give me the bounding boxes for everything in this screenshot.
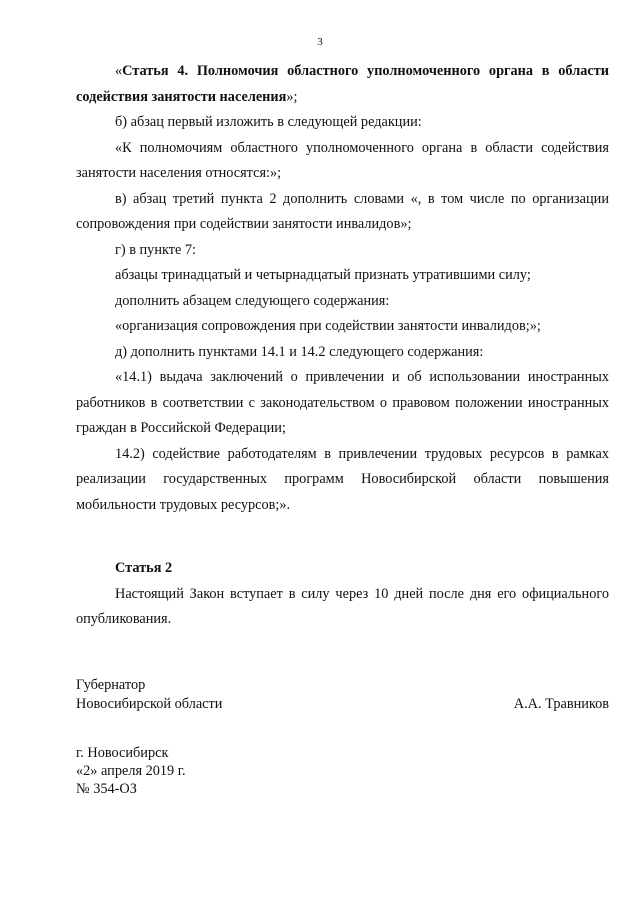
footer-number: № 354-ОЗ: [76, 781, 137, 797]
paragraph-v: в) абзац третий пункта 2 дополнить словами «, в том числе по организации сопровождения при содействии занятости инвалидов»;: [76, 190, 609, 232]
open-quote: «: [115, 63, 123, 79]
article2-text: Настоящий Закон вступает в силу через 10 дней после дня его официального опубликования.: [76, 585, 609, 627]
document-body: [76, 59, 609, 633]
paragraph-d: д) дополнить пунктами 14.1 и 14.2 следующего содержания:: [115, 343, 484, 360]
page-number: 3: [317, 36, 323, 48]
footer-city: г. Новосибирск: [76, 745, 169, 761]
paragraph-article4-heading: [76, 59, 609, 110]
signature-block: [76, 676, 609, 714]
paragraph-14-2: 14.2) содействие работодателям в привлечении трудовых ресурсов в рамках реализации государственных программ Новосибирской области повышения мобильности трудовых ресурсов;».: [76, 445, 609, 513]
footer-date: «2» апреля 2019 г.: [76, 763, 186, 779]
paragraph-b: б) абзац первый изложить в следующей редакции:: [115, 114, 422, 130]
paragraph-b-quote: «К полномочиям областного уполномоченного органа в области содействия занятости населения относятся:»;: [76, 139, 609, 181]
paragraph-g-add: дополнить абзацем следующего содержания:: [115, 292, 390, 309]
article4-title: Статья 4. Полномочия областного уполномоченного органа в области содействия занятости населения: [76, 63, 609, 105]
signature-name: А.А. Травников: [513, 696, 609, 712]
signature-position-line1: Губернатор: [76, 677, 146, 693]
article2-title: Статья 2: [115, 560, 173, 576]
paragraph-g: г) в пункте 7:: [115, 241, 197, 258]
paragraph-g-quote: «организация сопровождения при содействии занятости инвалидов;»;: [115, 318, 541, 334]
document-footer: [76, 744, 376, 798]
paragraph-g-repeal: абзацы тринадцатый и четырнадцатый признать утратившими силу;: [115, 267, 531, 283]
signature-row: [76, 695, 609, 714]
close-quote: »;: [286, 88, 298, 105]
paragraph-14-1: «14.1) выдача заключений о привлечении и об использовании иностранных работников в соответствии с законодательством о правовом положении иностранных граждан в Российской Федерации;: [76, 369, 609, 436]
signature-position-line2: Новосибирской области: [76, 696, 223, 712]
